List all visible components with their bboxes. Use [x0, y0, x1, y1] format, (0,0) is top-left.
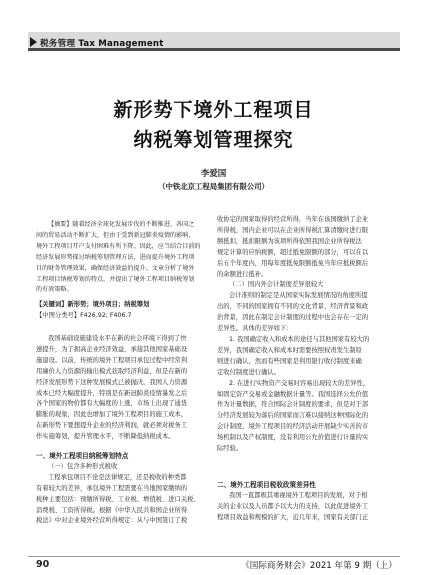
- body-line: 收协定的国家取得的经营所得，当年在该国缴纳了企业: [217, 216, 369, 223]
- body-line: 规定计算的应纳税额，超过抵免限额的部分，可以在以: [217, 248, 369, 256]
- body-line: 际经验。: [217, 445, 243, 453]
- body-line: 出的，不同的国家拥有不同的文化背景、经济背景和政: [217, 303, 369, 311]
- body-line: 会计制度，境外工程项目的经济活动开展缺少实善的市: [217, 423, 369, 431]
- body-line: 我国基础设施建设水平在新的社会环境下得到了快: [48, 335, 187, 342]
- author-affiliation: （中铁北京工程局集团有限公司）: [158, 182, 269, 191]
- body-line: 作实施筹划，提升管理水平，不断降低纳税成本。: [36, 433, 175, 441]
- body-line: 速提升，为了拥高企业经济效益，承接其他国家基础设: [36, 345, 188, 353]
- body-line: 差异性。具体的差异如下：: [217, 325, 293, 333]
- body-line: 分经济发展较为落后的国家而言难以接纳这种国际化的: [217, 412, 369, 420]
- section-heading: 二、境外工程项目税收政策差异性: [217, 481, 316, 489]
- clc-number: 【中图分类号】F426.92; F406.7: [36, 311, 132, 319]
- body-line: 则进行确认，然而有些国家是利用银行收付制度来确: [217, 357, 362, 365]
- body-line: 在新形势下要想提升企业的经济利润，就必须对税务工: [36, 422, 188, 430]
- body-line: 工程承包项目不论是法律规定，还是税收的种类都: [48, 473, 187, 481]
- body-line: 施建设。以前，传统的境外工程项目承包过程中经常利: [36, 356, 188, 364]
- body-line: 额抵扣，抵扣限额为该项所得依照我国企业所得税法: [217, 237, 362, 245]
- section-2: [217, 480, 395, 524]
- body-line: 1. 我国确定收入和成本的途径与其他国家有较大的: [229, 335, 370, 343]
- abstract-line: 目的财务管理效果，确保经济效益的提升。文章分析了境外: [36, 264, 195, 272]
- body-line: 经济发展形势下这种发展模式已被抛决，我国人力资源: [36, 378, 188, 386]
- section-header-label: 税务管理 Tax Management: [40, 39, 164, 49]
- author-name: 李爱国: [200, 169, 227, 179]
- body-line: 用廉价人力资源的输出模式获取经济利益，但是在新的: [36, 367, 188, 375]
- abstract-line: 【摘要】随着经济全球化发展步伐的不断推进，各国之: [48, 221, 195, 228]
- body-line: 后五个年度内，用每年度抵免限额抵免当年应抵税额后: [217, 259, 369, 267]
- body-line: 场机制以及产权制度，没有利用公允价值进行计量的实: [217, 434, 369, 442]
- abstract-line: 工程项目纳税筹划的特点，并提出了境外工程项目纳税筹划: [36, 275, 195, 283]
- body-line: 的余额进行抵补。: [217, 270, 268, 278]
- section-1: [36, 451, 212, 527]
- body-line: 治背景，因此在制定会计制度的过程中也会存在一定的: [217, 314, 369, 322]
- page-number: 90: [36, 559, 50, 570]
- body-line: 定收付制度进行确认。: [217, 368, 280, 376]
- keywords: 【关键词】新形势；境外项目；纳税筹划: [36, 301, 150, 308]
- abstract-line: 间的贸易活动不断扩大，但由于受到新冠肺炎疫情的影响，: [36, 231, 195, 239]
- body-line: 如固定资产交易或金融数据计量等。我国选择公允价值: [217, 390, 369, 398]
- body-line: 我国一直都极其重视境外工程项目的发展，对于相: [229, 491, 368, 499]
- subsection-heading: （二）国内外会计制度差异很较大: [229, 281, 324, 289]
- journal-citation: 《国际商务财会》2021 年第 9 期（上）: [241, 561, 397, 571]
- body-line: 所得税，国内企业可以在企业所得税汇算清缴时进行限: [217, 226, 369, 234]
- header-triangle-icon: [30, 37, 37, 47]
- body-line: 税种主要包括：预缴所得税、工业税、增值税、进口关税、: [36, 495, 200, 503]
- body-line: 消费税、工资所得税。根据《中华人民共和国企业所得: [36, 506, 188, 514]
- footer-rule: [28, 556, 400, 557]
- body-line: 税法》中对企业境外经营所得规定：从与中国签订了税: [36, 517, 188, 525]
- body-line: 关的企业以及人员都予以大力的支持，以此促进境外工: [217, 502, 369, 510]
- body-line: 差异，我国确定收入和成本时需要按照权责发生制原: [217, 346, 362, 354]
- body-line: 各个国家的物价都有大幅度的上涨，市场上出现了通货: [36, 400, 188, 408]
- body-line: 会计准则的制定是从国家实际发展情况的角度所提: [229, 292, 368, 300]
- right-column: [217, 215, 395, 455]
- body-line: 成本已经大幅度提升，特别是在新冠肺炎疫情暴发之后: [36, 389, 188, 397]
- keywords-block: [36, 300, 211, 322]
- article-title-line1: 新形势下境外工程项目: [113, 99, 314, 121]
- body-line: 有着较大的差异，承包境外工程需要在当地国家缴纳的: [36, 484, 188, 492]
- body-line: 作为计量数据，符合国际会计制度的要求，但是对于部: [217, 401, 369, 409]
- abstract: [36, 220, 211, 296]
- article-title-line2: 纳税筹划管理探究: [133, 129, 294, 151]
- abstract-line: 经济发展形势探讨纳税筹划管理方法，进而提升境外工程项: [36, 253, 195, 261]
- abstract-line: 境外工程项目开户支付困难有所下降。因此，应当结合目前的: [36, 242, 201, 250]
- subsection-heading: （一）包含多种形式税收: [48, 462, 118, 470]
- abstract-line: 的有效策略。: [36, 286, 73, 294]
- intro-paragraph: [36, 334, 212, 443]
- section-heading: 一、境外工程项目纳税筹划特点: [36, 452, 129, 460]
- body-line: 程项目效益和规模的扩大，近几年来，国家有关部门正: [217, 513, 369, 521]
- body-line: 膨胀的现象，因此也增加了境外工程项目的施工成本，: [36, 411, 188, 419]
- body-line: 2. 在进行实物资产交易时容易出现较大的差异性，: [229, 379, 370, 387]
